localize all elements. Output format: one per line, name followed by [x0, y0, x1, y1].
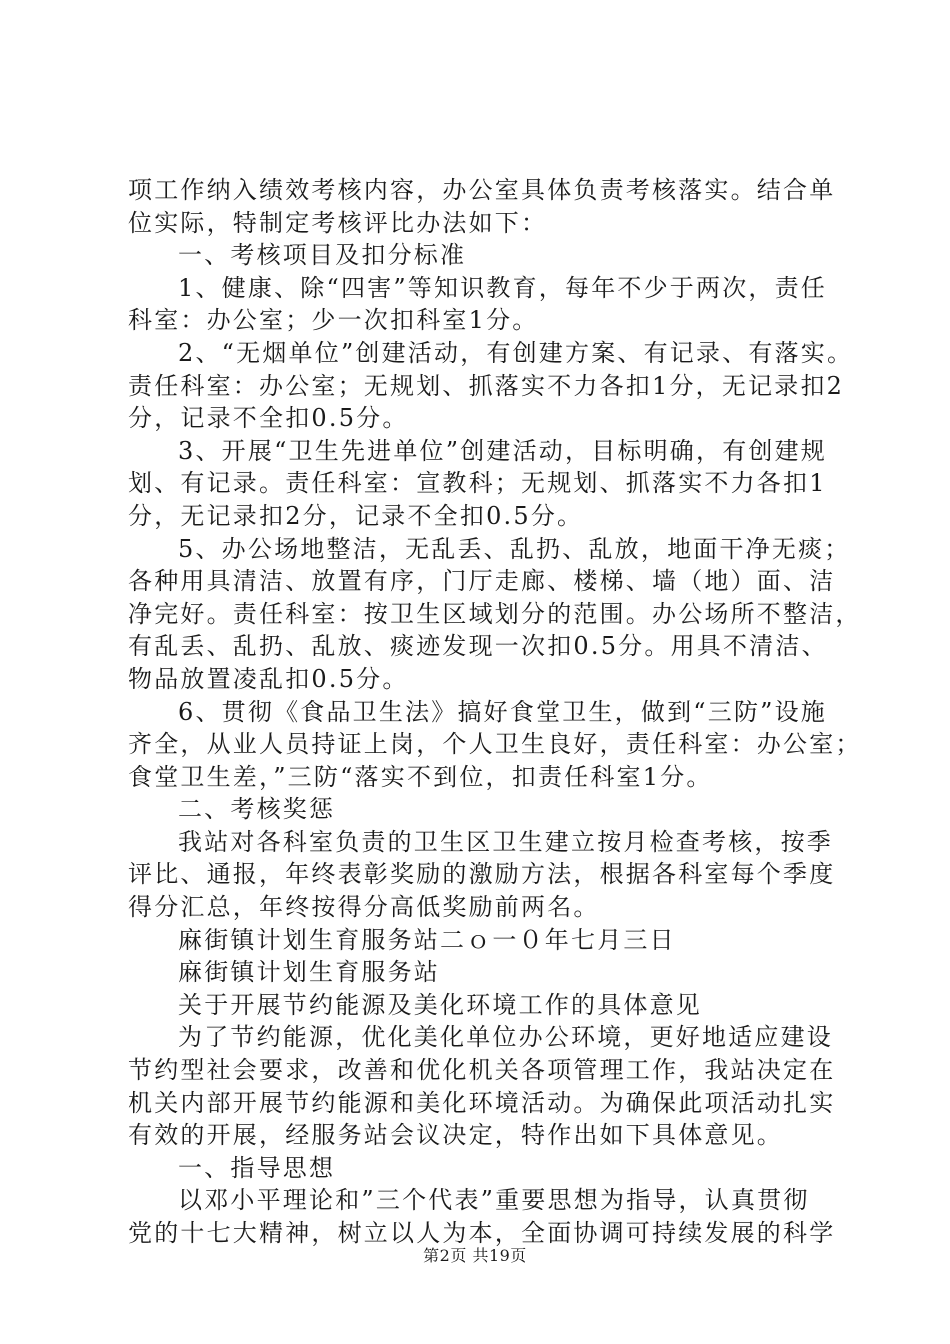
text-line: 项工作纳入绩效考核内容，办公室具体负责考核落实。结合单 — [128, 176, 836, 204]
text-line: 以邓小平理论和”三个代表”重要思想为指导，认真贯彻 — [178, 1186, 810, 1215]
text-line: 节约型社会要求，改善和优化机关各项管理工作，我站决定在 — [128, 1056, 836, 1085]
text-line: 物品放置凌乱扣0.5分。 — [128, 664, 409, 693]
organization-name: 麻街镇计划生育服务站 — [178, 958, 440, 987]
text-line: 6、贯彻《食品卫生法》搞好食堂卫生，做到“三防”设施 — [178, 697, 828, 726]
text-line: 位实际，特制定考核评比办法如下： — [128, 208, 548, 237]
text-line: 评比、通报，年终表彰奖励的激励方法，根据各科室每个季度 — [128, 860, 836, 889]
text-line: 分，无记录扣2分，记录不全扣0.5分。 — [128, 501, 584, 530]
text-line: 食堂卫生差，”三防“落实不到位，扣责任科室1分。 — [128, 762, 713, 791]
section-heading: 一、考核项目及扣分标准 — [178, 241, 467, 270]
text-line: 分，记录不全扣0.5分。 — [128, 404, 409, 433]
text-line: 划、有记录。责任科室：宣教科；无规划、抓落实不力各扣1 — [128, 469, 827, 498]
text-line: 为了节约能源，优化美化单位办公环境，更好地适应建设 — [178, 1023, 833, 1052]
text-line: 得分汇总，年终按得分高低奖励前两名。 — [128, 893, 600, 922]
text-line: 5、办公场地整洁，无乱丢、乱扔、乱放，地面干净无痰； — [178, 534, 851, 563]
section-heading: 一、指导思想 — [178, 1153, 336, 1182]
text-line: 机关内部开展节约能源和美化环境活动。为确保此项活动扎实 — [128, 1088, 836, 1117]
document-body — [128, 174, 862, 1250]
document-title: 关于开展节约能源及美化环境工作的具体意见 — [178, 990, 702, 1019]
text-line: 责任科室：办公室；无规划、抓落实不力各扣1分，无记录扣2 — [128, 371, 845, 400]
text-line: 有效的开展，经服务站会议决定，特作出如下具体意见。 — [128, 1121, 783, 1150]
text-line: 科室：办公室；少一次扣科室1分。 — [128, 306, 539, 335]
text-line: 党的十七大精神，树立以人为本，全面协调可持续发展的科学 — [128, 1219, 836, 1247]
page-number-footer: 第2页 共19页 — [423, 1246, 527, 1265]
text-line: 1、健康、除“四害”等知识教育，每年不少于两次，责任 — [178, 273, 828, 302]
section-heading: 二、考核奖惩 — [178, 795, 336, 824]
text-line: 我站对各科室负责的卫生区卫生建立按月检查考核，按季 — [178, 827, 833, 856]
text-line: 3、开展“卫生先进单位”创建活动，目标明确，有创建规 — [178, 436, 828, 465]
text-line: 有乱丢、乱扔、乱放、痰迹发现一次扣0.5分。用具不清洁、 — [128, 632, 828, 661]
text-line: 各种用具清洁、放置有序，门厅走廊、楼梯、墙（地）面、洁 — [128, 567, 836, 596]
text-line: 齐全，从业人员持证上岗，个人卫生良好，责任科室：办公室； — [128, 730, 862, 759]
text-line: 净完好。责任科室：按卫生区域划分的范围。办公场所不整洁， — [128, 599, 862, 628]
text-line: 2、“无烟单位”创建活动，有创建方案、有记录、有落实。 — [178, 338, 854, 367]
signature-line: 麻街镇计划生育服务站二ｏ一０年七月三日 — [178, 925, 676, 954]
